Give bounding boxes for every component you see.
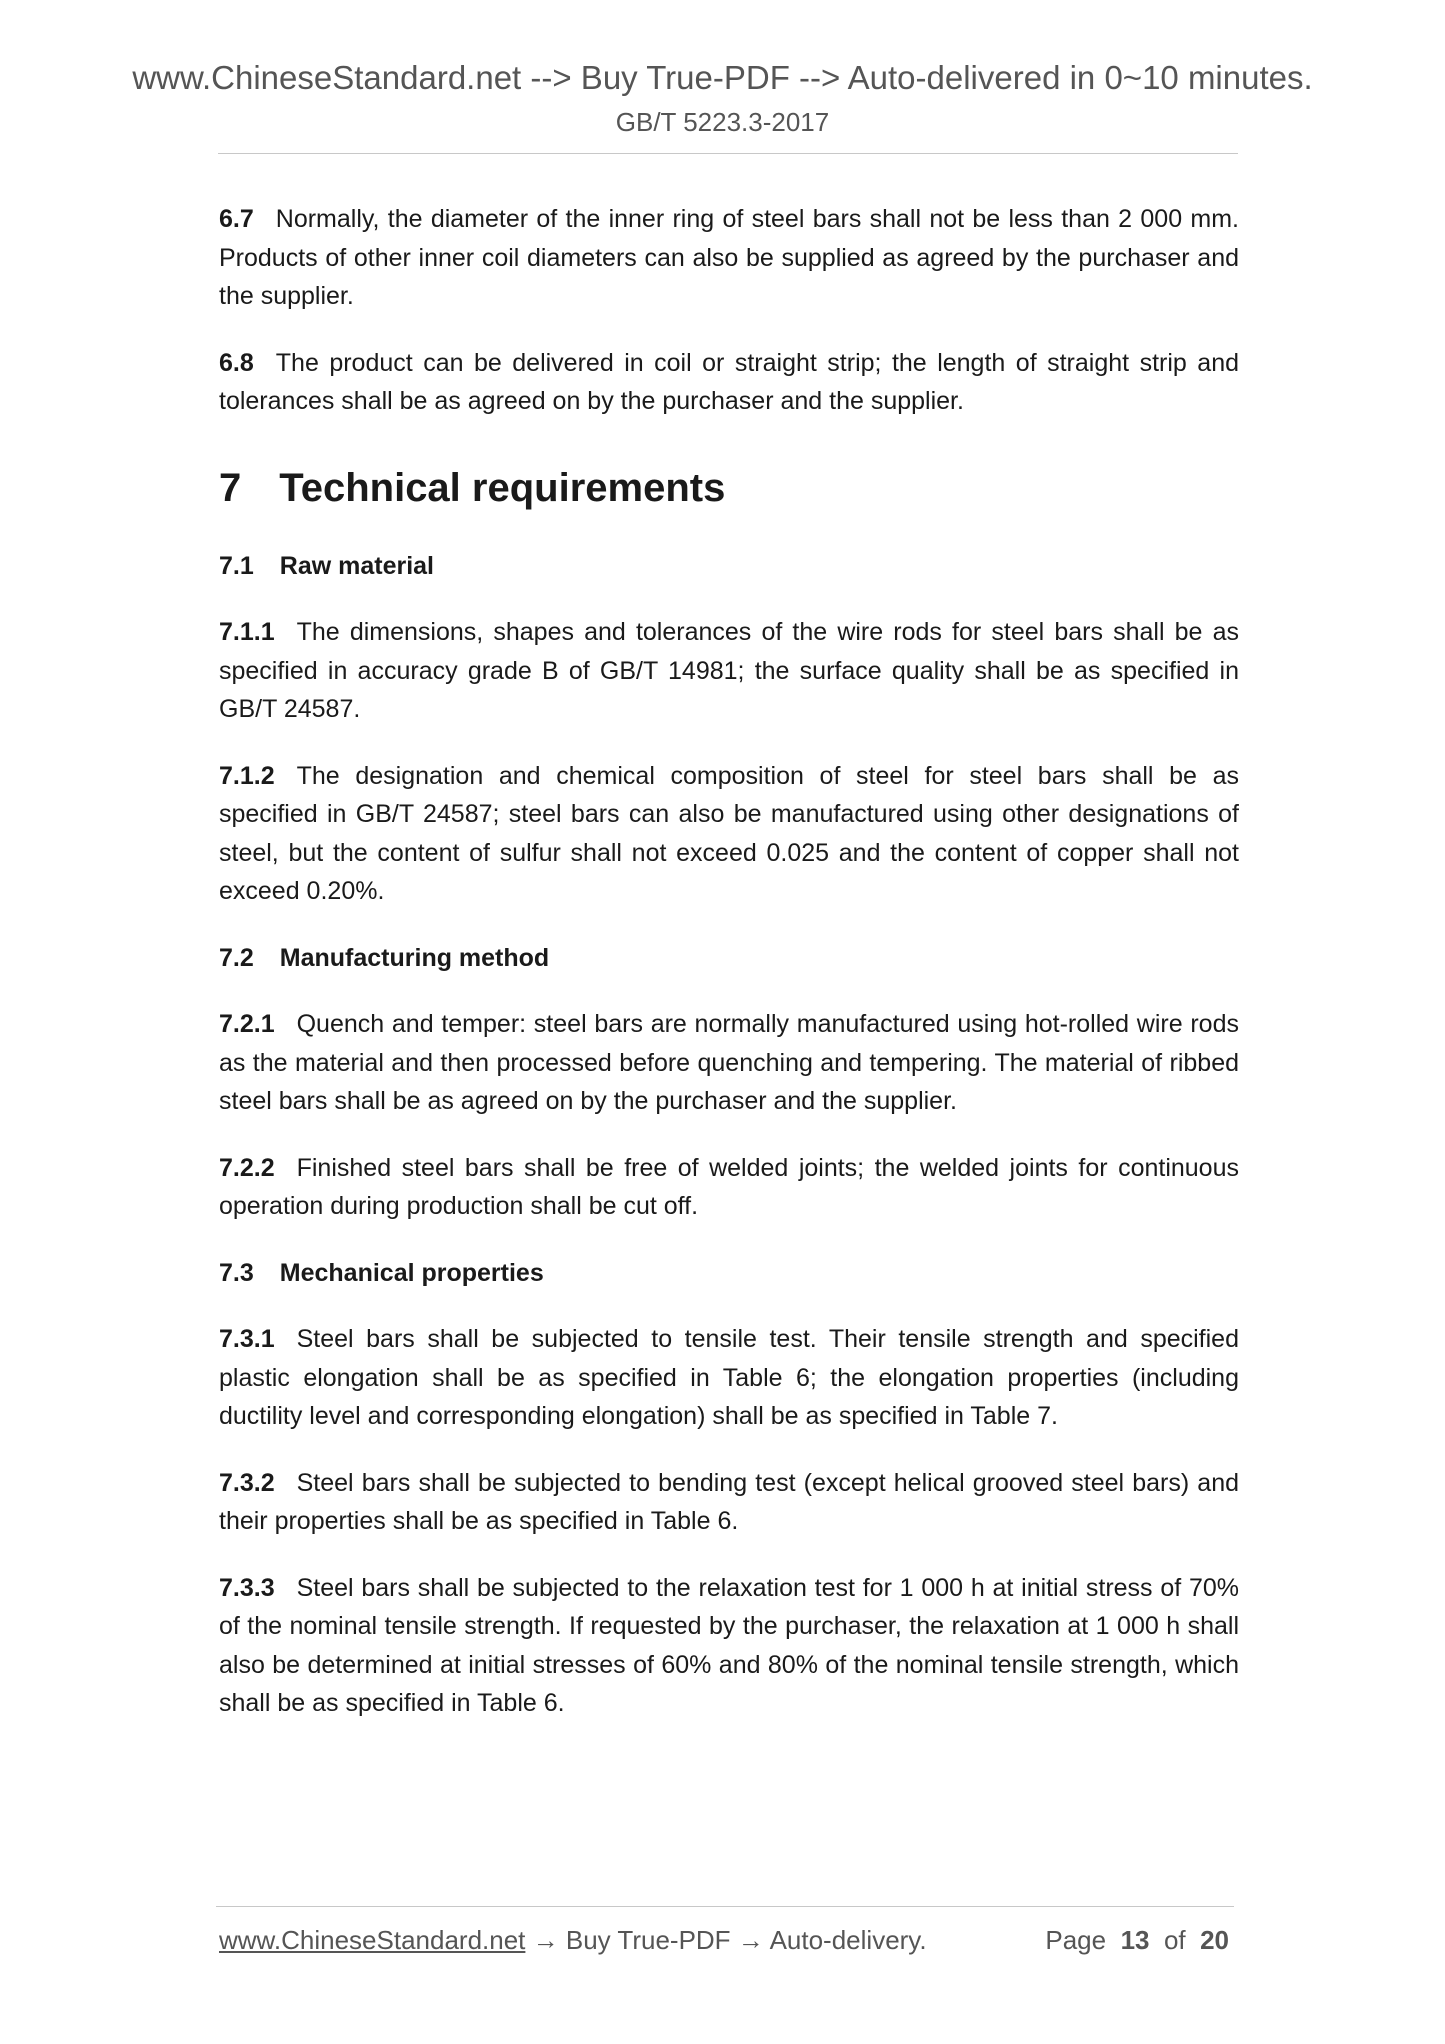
- clause-text: Finished steel bars shall be free of welded joints; the welded joints for continuous operation during production shall be cut off.: [219, 1153, 1239, 1220]
- clause-number: 7.3.2: [219, 1468, 275, 1497]
- subsection-number: 7.1: [219, 551, 254, 580]
- subsection-heading-7-2: [219, 939, 1239, 978]
- clause-6-7: [219, 200, 1239, 316]
- subsection-number: 7.2: [219, 943, 254, 972]
- page-label: Page: [1045, 1925, 1107, 1955]
- clause-6-8: [219, 344, 1239, 421]
- subsection-title: Manufacturing method: [279, 943, 550, 972]
- footer-site-link[interactable]: www.ChineseStandard.net: [219, 1925, 526, 1955]
- document-body: [219, 200, 1239, 1751]
- page-indicator: [1045, 1922, 1229, 1958]
- clause-7-1-1: [219, 613, 1239, 729]
- standard-code: GB/T 5223.3-2017: [615, 107, 830, 137]
- clause-number: 7.1.2: [219, 761, 275, 790]
- footer-divider: [216, 1906, 1234, 1907]
- clause-text: Steel bars shall be subjected to the relaxation test for 1 000 h at initial stress of 70% of the nominal tensile strength. If requested by the purchaser, the relaxation at 1 000 h shall also be determined at initial stresses of 60% and 80% of the nominal tensile strength, which shall be as specified in Table 6.: [219, 1573, 1239, 1717]
- clause-7-1-2: [219, 757, 1239, 911]
- subsection-heading-7-3: [219, 1254, 1239, 1293]
- clause-number: 7.3.3: [219, 1573, 275, 1602]
- section-title: Technical requirements: [279, 465, 726, 510]
- clause-text: The dimensions, shapes and tolerances of the wire rods for steel bars shall be as specified in accuracy grade B of GB/T 14981; the surface quality shall be as specified in GB/T 24587.: [219, 618, 1239, 723]
- header-banner: www.ChineseStandard.net --> Buy True-PDF --> Auto-delivered in 0~10 minutes.: [132, 59, 1313, 96]
- clause-text: Normally, the diameter of the inner ring of steel bars shall not be less than 2 000 mm. Products of other inner coil diameters can also be supplied as agreed by the purchaser and the supplier.: [219, 205, 1239, 310]
- clause-text: Steel bars shall be subjected to tensile test. Their tensile strength and specified plastic elongation shall be as specified in Table 6; the elongation properties (including ductility level and corresponding elongation) shall be as specified in Table 7.: [219, 1325, 1239, 1430]
- clause-text: Quench and temper: steel bars are normally manufactured using hot-rolled wire rods as the material and then processed before quenching and tempering. The material of ribbed steel bars shall be as agreed on by the purchaser and the supplier.: [219, 1010, 1239, 1115]
- footer-promo-text: → Buy True-PDF → Auto-delivery.: [525, 1925, 927, 1955]
- subsection-title: Raw material: [279, 551, 435, 580]
- clause-text: The designation and chemical composition of steel for steel bars shall be as specified in GB/T 24587; steel bars can also be manufactured using other designations of steel, but the content of sulfur shall not exceed 0.025 and the content of copper shall not exceed 0.20%.: [219, 761, 1239, 905]
- section-number: 7: [219, 465, 242, 510]
- header-divider: [218, 153, 1238, 154]
- clause-text: Steel bars shall be subjected to bending test (except helical grooved steel bars) and their properties shall be as specified in Table 6.: [219, 1468, 1239, 1535]
- clause-7-3-3: [219, 1569, 1239, 1723]
- page-total: 20: [1200, 1925, 1229, 1955]
- subsection-title: Mechanical properties: [279, 1258, 544, 1287]
- page-number: 13: [1120, 1925, 1150, 1955]
- clause-number: 7.3.1: [219, 1325, 275, 1353]
- clause-number: 7.2.1: [219, 1010, 275, 1038]
- clause-7-3-2: [219, 1464, 1239, 1541]
- clause-number: 7.2.2: [219, 1153, 275, 1182]
- clause-number: 6.8: [219, 348, 254, 377]
- clause-7-2-2: [219, 1149, 1239, 1226]
- clause-7-2-1: [219, 1005, 1239, 1121]
- subsection-heading-7-1: [219, 547, 1239, 586]
- section-heading-7: [219, 463, 1239, 513]
- of-label: of: [1163, 1925, 1186, 1955]
- clause-text: The product can be delivered in coil or straight strip; the length of straight strip and tolerances shall be as agreed on by the purchaser and the supplier.: [219, 348, 1239, 415]
- footer-promo: [219, 1922, 927, 1958]
- clause-7-3-1: [219, 1320, 1239, 1436]
- clause-number: 6.7: [219, 205, 254, 233]
- subsection-number: 7.3: [219, 1258, 254, 1287]
- clause-number: 7.1.1: [219, 618, 275, 646]
